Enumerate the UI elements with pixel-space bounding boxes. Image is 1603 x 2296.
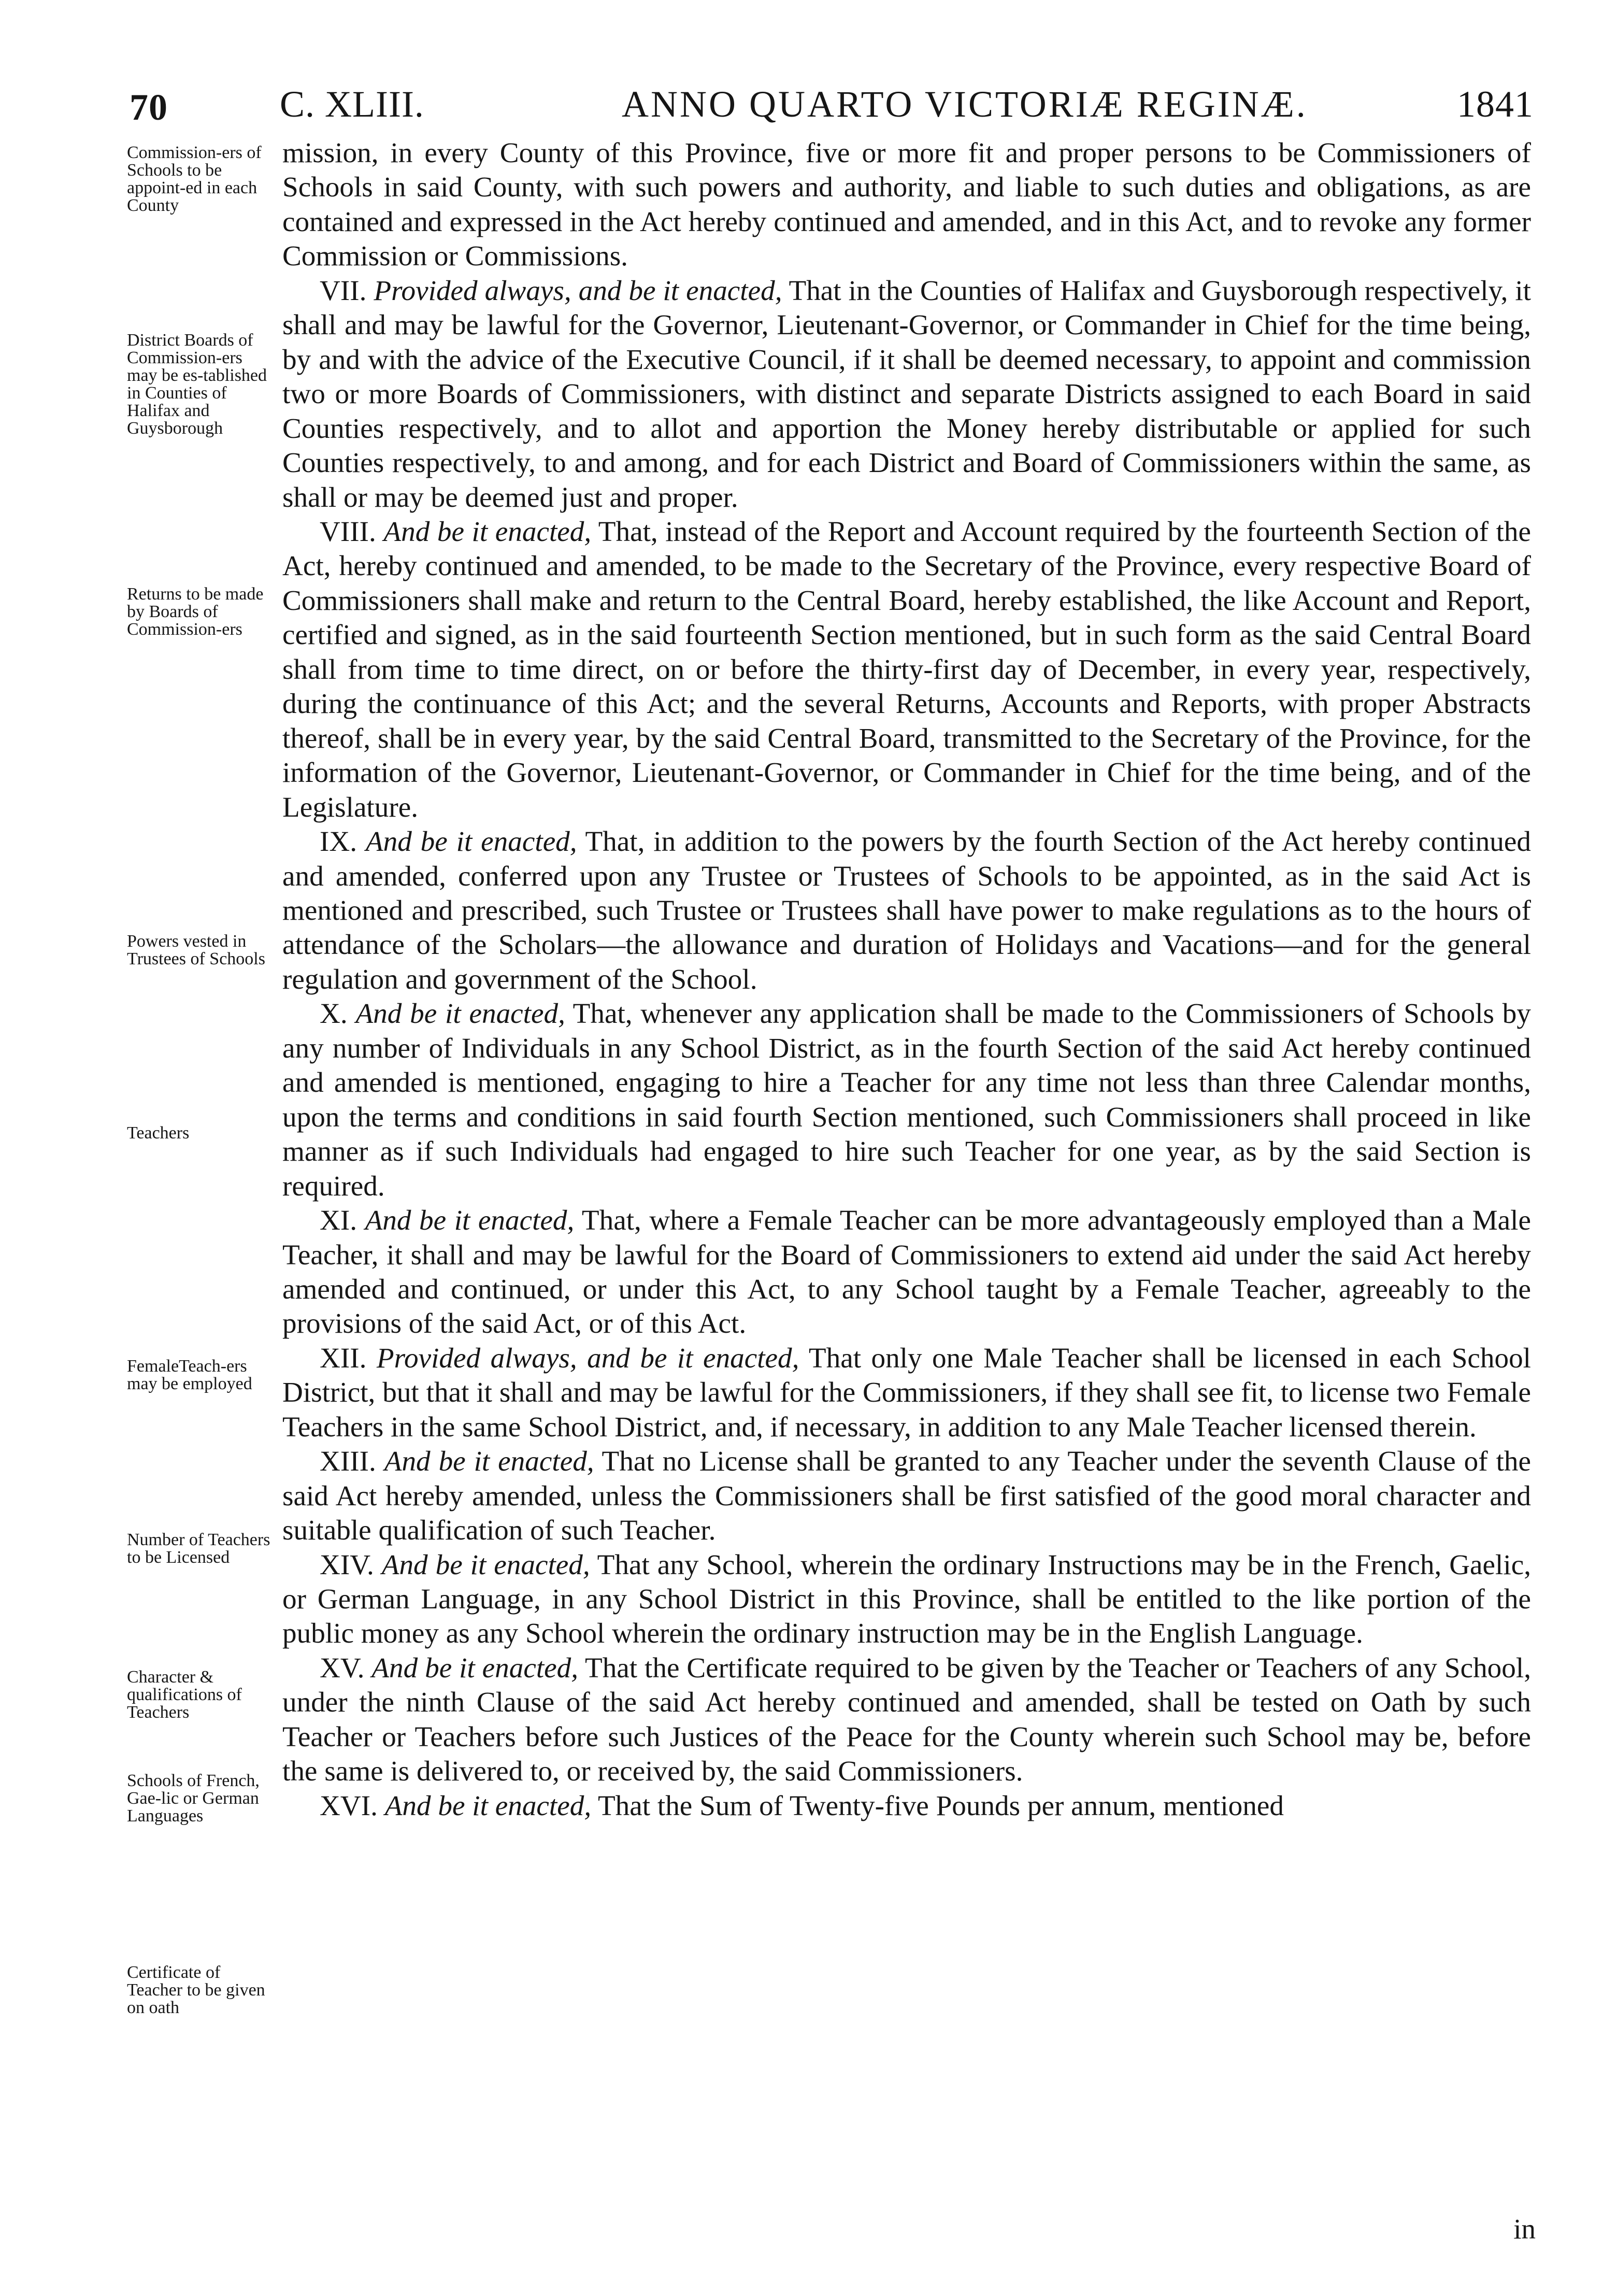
section-15 <box>282 1651 1531 1789</box>
section-number: VII. <box>320 274 367 306</box>
section-text: That no License shall be granted to any Teacher under the seventh Clause of the said Act hereby amended, unless the Commissioners shall be first satisfied of the good moral character and suitable qualification of such Teacher. <box>282 1445 1531 1546</box>
section-12 <box>282 1341 1531 1444</box>
section-9 <box>282 824 1531 996</box>
enacting-clause: And be it enacted, <box>355 997 565 1030</box>
enacting-clause: And be it enacted, <box>384 1789 592 1821</box>
margin-note-certificate: Certificate of Teacher to be given on oath <box>127 1963 265 2017</box>
section-text: That the Sum of Twenty-five Pounds per annum, mentioned <box>597 1789 1284 1821</box>
section-text: That, where a Female Teacher can be more advantageously employed than a Male Teacher, it shall and may be lawful for the Board of Commissioners to extend aid under the said Act hereby amended and continued, or under this Act, to any School taught by a Female Teacher, agreeably to the provisions of the said Act, or of this Act. <box>282 1204 1531 1339</box>
running-title: ANNO QUARTO VICTORIÆ REGINÆ. <box>622 83 1308 125</box>
section-text: That the Certificate required to be given by the Teacher or Teachers of any School, under the ninth Clause of the said Act hereby continued and amended, shall be tested on Oath by such Teacher or Teachers before such Justices of the Peace for the County wherein such School may be, before the same is delivered to, or received by, the said Commissioners. <box>282 1651 1531 1787</box>
margin-note-district-boards: District Boards of Commission-ers may be es-tablished in Counties of Halifax and Guysborough <box>127 331 267 438</box>
section-number: X. <box>320 997 348 1030</box>
enacting-clause: And be it enacted, <box>383 515 592 547</box>
section-16 <box>282 1789 1531 1823</box>
section-13 <box>282 1444 1531 1547</box>
margin-note-teachers: Teachers <box>127 1123 190 1143</box>
section-number: XIV. <box>320 1548 374 1580</box>
margin-note-languages: Schools of French, Gae-lic or German Languages <box>127 1771 260 1826</box>
margin-note-commissioners: Commission-ers of Schools to be appoint-ed in each County <box>127 143 262 215</box>
section-text: That, in addition to the powers by the fourth Section of the Act hereby continued and amended, conferred upon any Trustee or Trustees of Schools to be appointed, as in the said Act is mentioned and prescribed, such Trustee or Trustees shall have power to make regulations as to the hours of attendance of the Scholars—the allowance and duration of Holidays and Vacations—and for the general regulation and government of the School. <box>282 825 1531 995</box>
paragraph-continuation: mission, in every County of this Province, five or more fit and proper persons to be Commissioners of Schools in said County, with such powers and authority, and liable to such duties and obligations, as are contained and expressed in the Act hereby continued and amended, and in this Act, and to revoke any former Commission or Commissions. <box>282 137 1531 272</box>
section-number: XIII. <box>320 1445 376 1477</box>
margin-note-returns: Returns to be made by Boards of Commission-ers <box>127 584 264 639</box>
section-text: That any School, wherein the ordinary Instructions may be in the French, Gaelic, or German Language, in any School District in this Province, shall be entitled to the like portion of the public money as any School wherein the ordinary instruction may be in the English Language. <box>282 1548 1532 1649</box>
section-text: That, instead of the Report and Account required by the fourteenth Section of the Act, hereby continued and amended, to be made to the Secretary of the Province, every respective Board of Commissioners shall make and return to the Central Board, hereby established, the like Account and Report, certified and signed, as in the said fourteenth Section mentioned, but in such form as the said Central Board shall from time to time direct, on or before the thirty-first day of December, in every year, respectively, during the continuance of this Act; and the several Returns, Accounts and Reports, with proper Abstracts thereof, shall be in every year, by the said Central Board, transmitted to the Secretary of the Province, for the information of the Governor, Lieutenant-Governor, or Commander in Chief for the time being, and of the Legislature. <box>282 515 1532 823</box>
section-7 <box>282 274 1531 515</box>
enacting-clause: And be it enacted, <box>384 1445 594 1477</box>
section-number: XVI. <box>320 1789 378 1821</box>
page-number: 70 <box>130 87 168 128</box>
enacting-clause: Provided always, and be it enacted, <box>374 274 782 306</box>
margin-note-female-teachers: FemaleTeach-ers may be employed <box>127 1357 252 1393</box>
main-text <box>282 136 1531 1823</box>
year: 1841 <box>1457 83 1534 125</box>
margin-note-character: Character & qualifications of Teachers <box>127 1667 242 1722</box>
section-10 <box>282 996 1531 1203</box>
section-8 <box>282 515 1531 824</box>
running-header <box>124 78 1534 135</box>
section-14 <box>282 1548 1531 1651</box>
enacting-clause: And be it enacted, <box>381 1548 590 1580</box>
section-text: That in the Counties of Halifax and Guysborough respectively, it shall and may be lawful for the Governor, Lieutenant-Governor, or Commander in Chief for the time being, by and with the advice of the Executive Council, if it shall be deemed necessary, to appoint and commission two or more Boards of Commissioners, with distinct and separate Districts assigned to each Board in said Counties respectively, and to allot and apportion the Money hereby distributable or applied for such Counties respectively, to and among, and for each District and Board of Commissioners within the same, as shall or may be deemed just and proper. <box>282 274 1532 513</box>
section-11 <box>282 1203 1531 1341</box>
enacting-clause: And be it enacted, <box>371 1651 579 1684</box>
enacting-clause: And be it enacted, <box>365 825 577 858</box>
chapter-number: C. XLIII. <box>280 83 424 125</box>
section-text: That only one Male Teacher shall be licensed in each School District, but that it shall and may be lawful for the Commissioners, if they shall see fit, to license two Female Teachers in the same School District, and, if necessary, in addition to any Male Teacher licensed therein. <box>282 1342 1531 1443</box>
section-number: XII. <box>320 1342 367 1374</box>
enacting-clause: Provided always, and be it enacted, <box>376 1342 799 1374</box>
catchword: in <box>1513 2213 1536 2245</box>
section-number: IX. <box>320 825 357 858</box>
margin-note-number-of-teachers: Number of Teachers to be Licensed <box>127 1530 270 1567</box>
section-number: VIII. <box>320 515 376 547</box>
margin-note-trustees: Powers vested in Trustees of Schools <box>127 932 265 968</box>
section-number: XI. <box>320 1204 357 1236</box>
section-number: XV. <box>320 1651 365 1684</box>
enacting-clause: And be it enacted, <box>365 1204 575 1236</box>
section-text: That, whenever any application shall be made to the Commissioners of Schools by any number of Individuals in any School District, as in the fourth Section of the said Act hereby continued and amended is mentioned, engaging to hire a Teacher for any time not less than three Calendar months, upon the terms and conditions in said fourth Section mentioned, such Commissioners shall proceed in like manner as if such Individuals had engaged to hire such Teacher for one year, as by the said Section is required. <box>282 997 1531 1202</box>
